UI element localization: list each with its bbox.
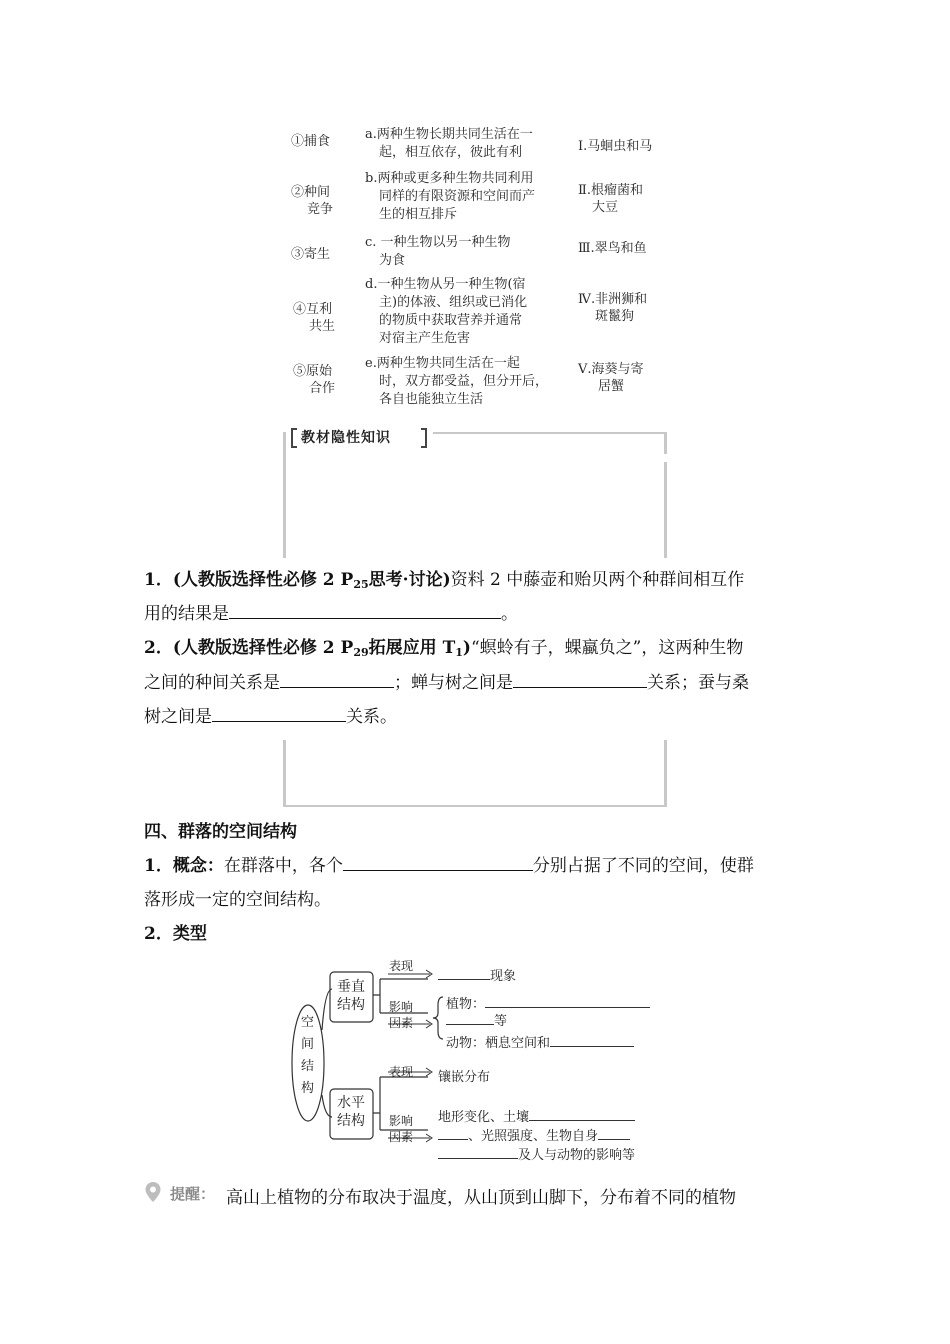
vertical-factor-label [389, 999, 413, 1031]
hidden-knowledge-frame-bottom [283, 740, 667, 807]
vertical-plant-blank-2[interactable] [446, 1011, 494, 1025]
vertical-show-blank[interactable] [438, 966, 490, 980]
types-label: 2．类型 [144, 924, 207, 944]
horizontal-factor-1: 影响 [389, 1114, 414, 1128]
root-char-2: 间 [301, 1037, 315, 1052]
question-2-line2-c: 关系；蚕与桑 [647, 673, 749, 693]
vertical-show-row [438, 966, 516, 985]
concept-line-2: 落形成一定的空间结构。 [144, 890, 331, 910]
section-4-heading: 四、群落的空间结构 [144, 822, 297, 842]
question-2-line2-b: ；蝉与树之间是 [394, 673, 513, 693]
horizontal-show-label: 表现 [389, 1065, 414, 1079]
horizontal-label-1: 水平 [337, 1095, 365, 1111]
relation-desc-d1: d.一种生物从另一种生物(宿 [365, 277, 526, 292]
question-2-task: 1 [455, 646, 463, 659]
horizontal-factor-text-1: 地形变化、土壤 [438, 1110, 530, 1125]
relation-example-3: Ⅲ.翠鸟和鱼 [578, 241, 647, 256]
question-1-cue: 思考·讨论) [368, 570, 451, 590]
question-2-blank-1[interactable] [280, 667, 394, 688]
question-2-line-2 [144, 666, 749, 700]
concept-label: 1．概念： [144, 856, 224, 876]
relation-example-5a: Ⅴ.海葵与寄 [578, 362, 644, 377]
vertical-structure-label [337, 978, 365, 1014]
relation-desc-d3: 的物质中获取营养并通常 [379, 313, 523, 328]
question-1-num: 1． [144, 570, 173, 590]
relation-desc-a1: a.两种生物长期共同生活在一 [365, 127, 533, 142]
relation-example-5b: 居蟹 [598, 379, 625, 394]
question-2-line3-a: 树之间是 [144, 707, 212, 727]
question-2-text: “螟蛉有子，蜾蠃负之”，这两种生物 [470, 638, 744, 658]
question-2-cue: 拓展应用 T [368, 638, 456, 658]
concept-text-a: 在群落中，各个 [223, 856, 343, 876]
horizontal-show-text: 镶嵌分布 [438, 1070, 491, 1085]
vertical-show-label: 表现 [389, 959, 414, 973]
vertical-plant-suffix: 等 [494, 1014, 508, 1029]
vertical-factor-1: 影响 [389, 1000, 414, 1014]
relation-desc-d4: 对宿主产生危害 [379, 331, 471, 346]
question-2-lead: (人教版选择性必修 2 P [172, 638, 354, 658]
horizontal-label-2: 结构 [337, 1113, 365, 1129]
question-2-line-1 [144, 631, 743, 670]
horizontal-factor-row-1 [438, 1107, 635, 1126]
concept-text-b: 分别占据了不同的空间，使群 [532, 856, 754, 876]
relation-type-2: ②种间 [291, 185, 331, 200]
horizontal-factor-2: 因素 [389, 1130, 414, 1144]
question-1-end: 。 [501, 604, 518, 624]
question-2-line3-b: 关系。 [346, 707, 397, 727]
vertical-animal-label: 动物：栖息空间和 [446, 1036, 551, 1051]
question-1-page: 25 [353, 578, 369, 591]
horizontal-factor-text-2: 、光照强度、生物自身 [468, 1129, 599, 1144]
vertical-label-1: 垂直 [337, 979, 365, 995]
relation-desc-b2: 同样的有限资源和空间而产 [379, 189, 536, 204]
question-2-blank-3[interactable] [212, 701, 346, 722]
relation-type-4: ④互利 [293, 302, 333, 317]
relation-type-5b: 合作 [309, 381, 336, 396]
question-2-num: 2． [144, 638, 173, 658]
relation-example-4a: Ⅳ.非洲狮和 [578, 292, 648, 307]
question-2-page: 29 [353, 646, 369, 659]
root-label [301, 1012, 314, 1100]
relation-type-4b: 共生 [309, 319, 336, 334]
question-2-line-3 [144, 700, 397, 734]
vertical-plant-blank[interactable] [485, 994, 650, 1008]
relation-desc-c2: 为食 [379, 253, 406, 268]
relation-desc-b1: b.两种或更多种生物共同利用 [365, 171, 534, 186]
relation-desc-d2: 主)的体液、组织或已消化 [379, 295, 528, 310]
question-1-line2-text: 用的结果是 [144, 604, 229, 624]
vertical-brace [433, 997, 443, 1039]
horizontal-factor-blank-1[interactable] [529, 1107, 635, 1121]
vertical-animal-blank[interactable] [550, 1033, 634, 1047]
horizontal-factor-blank-3[interactable] [598, 1126, 630, 1140]
concept-line-1 [144, 849, 754, 883]
relation-desc-e3: 各自也能独立生活 [379, 392, 484, 407]
relation-example-2a: Ⅱ.根瘤菌和 [578, 183, 643, 198]
relation-desc-b3: 生的相互排斥 [379, 207, 458, 222]
question-1-line-2 [144, 597, 518, 631]
hidden-knowledge-title: 教材隐性知识 [301, 430, 391, 446]
horizontal-structure-label [337, 1094, 365, 1130]
relation-example-4b: 斑鬣狗 [595, 309, 635, 324]
location-pin-icon [144, 1181, 162, 1205]
relation-type-1: ①捕食 [291, 134, 331, 149]
question-2-line2-a: 之间的种间关系是 [144, 673, 280, 693]
relation-desc-e2: 时，双方都受益，但分开后， [379, 374, 549, 389]
relation-type-3: ③寄生 [291, 247, 331, 262]
horizontal-factor-blank-4[interactable] [438, 1145, 518, 1159]
root-char-4: 构 [301, 1081, 315, 1096]
question-1-text: 资料 2 中藤壶和贻贝两个种群间相互作 [450, 570, 745, 590]
vertical-animal-row [446, 1033, 634, 1052]
vertical-plant-label: 植物： [446, 997, 486, 1012]
vertical-factor-2: 因素 [389, 1016, 414, 1030]
vertical-plant-row-2 [446, 1011, 507, 1030]
relation-example-1: Ⅰ.马蛔虫和马 [578, 139, 653, 154]
relation-desc-a2: 起，相互依存，彼此有利 [379, 145, 523, 160]
question-2-blank-2[interactable] [513, 667, 647, 688]
horizontal-factor-row-2 [438, 1126, 630, 1145]
reminder-label: 提醒： [170, 1185, 216, 1203]
relation-example-2b: 大豆 [592, 200, 619, 215]
root-char-3: 结 [301, 1059, 315, 1074]
question-1-lead: (人教版选择性必修 2 P [172, 570, 354, 590]
relation-type-5: ⑤原始 [293, 364, 333, 379]
vertical-show-text: 现象 [490, 969, 517, 984]
question-2-cue-end: ) [462, 638, 471, 658]
vertical-label-2: 结构 [337, 997, 365, 1013]
relation-type-2b: 竞争 [307, 202, 334, 217]
relation-desc-c1: c. 一种生物以另一种生物 [365, 235, 511, 250]
question-1-answer-blank[interactable] [229, 598, 501, 619]
root-char-1: 空 [301, 1015, 315, 1030]
concept-blank[interactable] [343, 850, 533, 871]
horizontal-factor-row-3 [438, 1145, 635, 1164]
reminder-text: 高山上植物的分布取决于温度，从山顶到山脚下，分布着不同的植物 [226, 1188, 736, 1208]
horizontal-factor-blank-2[interactable] [438, 1126, 468, 1140]
hidden-knowledge-frame-top [283, 432, 667, 558]
horizontal-factor-label [389, 1113, 413, 1145]
relation-desc-e1: e.两种生物共同生活在一起 [365, 356, 520, 371]
horizontal-factor-text-3: 及人与动物的影响等 [518, 1148, 636, 1163]
